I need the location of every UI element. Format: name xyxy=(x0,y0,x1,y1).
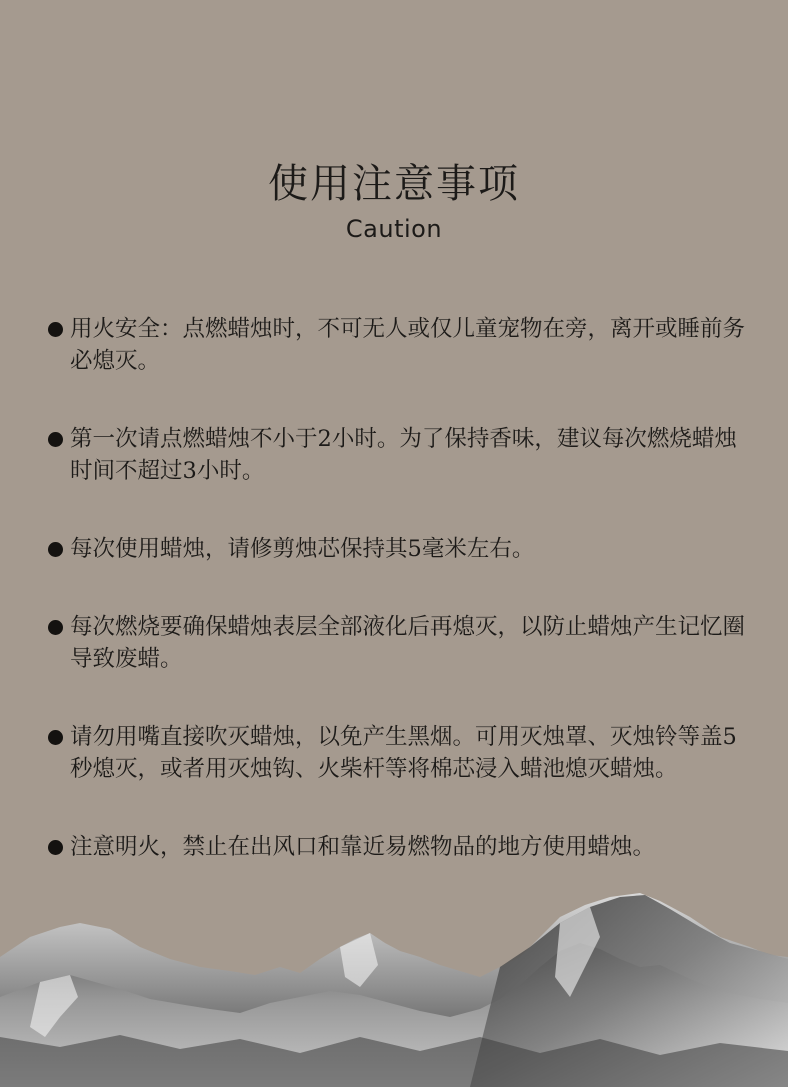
bullet-icon xyxy=(48,322,63,337)
bullet-icon xyxy=(48,542,63,557)
caution-item xyxy=(46,423,756,487)
caution-item xyxy=(46,721,756,785)
caution-item-text: 注意明火，禁止在出风口和靠近易燃物品的地方使用蜡烛。 xyxy=(70,834,656,860)
page-subtitle: Caution xyxy=(345,215,443,243)
caution-item-text: 每次燃烧要确保蜡烛表层全部液化后再熄灭，以防止蜡烛产生记忆圈导致废蜡。 xyxy=(70,614,746,672)
bullet-icon xyxy=(48,620,63,635)
bullet-icon xyxy=(48,840,63,855)
bullet-icon xyxy=(48,730,63,745)
caution-item-text: 用火安全：点燃蜡烛时，不可无人或仅儿童宠物在旁，离开或睡前务必熄灭。 xyxy=(70,316,746,374)
caution-item-text: 第一次请点燃蜡烛不小于2小时。为了保持香味，建议每次燃烧蜡烛时间不超过3小时。 xyxy=(70,426,737,484)
caution-item xyxy=(46,533,756,565)
page-title: 使用注意事项 xyxy=(268,161,520,207)
caution-item xyxy=(46,611,756,675)
bullet-icon xyxy=(48,432,63,447)
caution-list xyxy=(46,313,756,909)
caution-item-text: 每次使用蜡烛，请修剪烛芯保持其5毫米左右。 xyxy=(70,536,535,562)
caution-item-text: 请勿用嘴直接吹灭蜡烛，以免产生黑烟。可用灭烛罩、灭烛铃等盖5秒熄灭，或者用灭烛钩、火柴杆等将棉芯浸入蜡池熄灭蜡烛。 xyxy=(70,724,737,782)
caution-item xyxy=(46,831,756,863)
caution-item xyxy=(46,313,756,377)
mountain-illustration xyxy=(0,887,788,1087)
